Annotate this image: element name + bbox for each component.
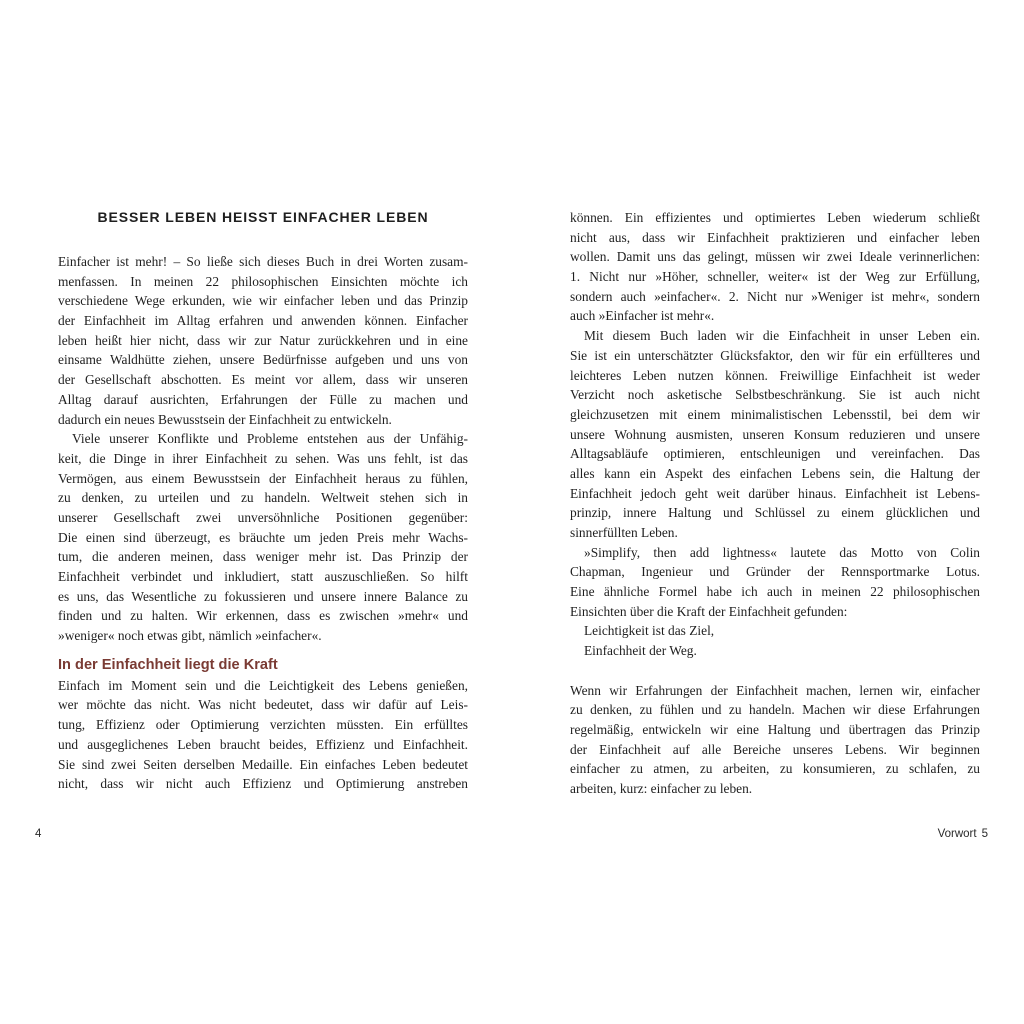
paragraph — [570, 326, 980, 543]
text-line: Mit diesem Buch laden wir die Einfachheit in unser Leben ein. — [584, 328, 980, 344]
text-line: tum, die anderen meinen, dass weniger mehr ist. Das Prinzip der — [58, 549, 468, 565]
text-line: wer möchte das nicht. Was nicht bedeutet, dass wir dafür auf Leis- — [58, 697, 468, 713]
text-line: arbeiten, kurz: einfacher zu leben. — [570, 780, 753, 796]
text-line: alles kann ein Aspekt des einfachen Lebens sein, die Haltung der — [570, 465, 980, 481]
text-line: tung, Effizienz oder Optimierung verzichten müssten. Ein erfülltes — [58, 717, 468, 733]
text-line: »Simplify, then add lightness« lautete das Motto von Colin — [584, 544, 980, 560]
page-number-right: 5 — [981, 828, 988, 840]
text-line: wollen. Damit uns das gelingt, müssen wir zwei Ideale verinnerlichen: — [570, 249, 980, 265]
text-line: sinnerfüllten Leben. — [570, 525, 678, 540]
text-line: dadurch ein neues Bewusstsein der Einfachheit zu entwickeln. — [58, 411, 392, 427]
text-line: können. Ein effizientes und optimiertes Leben wiederum schließt — [570, 210, 980, 225]
text-line: unsere Wohnung ausmisten, unseren Konsum reduzieren und unsere — [570, 426, 980, 442]
text-line: prinzip, innere Haltung und Schlüssel zu einem glücklichen und — [570, 505, 980, 521]
right-page — [512, 0, 1024, 1024]
text-line: zu denken, zu urteilen und zu handeln. Weltweit stehen sich in — [58, 490, 468, 506]
text-line: Chapman, Ingenieur und Gründer der Rennsportmarke Lotus. — [570, 564, 980, 580]
text-line: nicht aus, dass wir Einfachheit praktizieren und einfacher leben — [570, 229, 980, 245]
chapter-title: BESSER LEBEN HEISST EINFACHER LEBEN — [97, 209, 429, 225]
text-line: gleichzusetzen mit einem minimalistischen Lebensstil, bei dem wir — [570, 406, 980, 422]
text-line: einfacher zu atmen, zu arbeiten, zu konsumieren, zu schlafen, zu — [570, 761, 980, 777]
text-line: Vermögen, aus einem Bewusstsein der Einfachheit heraus zu fühlen, — [58, 470, 468, 486]
text-line: Eine ähnliche Formel habe ich auch in meinen 22 philosophischen — [570, 584, 980, 600]
text-line: der Einfachheit im Alltag erfahren und anwenden können. Einfacher — [58, 313, 468, 329]
text-line: Einfach im Moment sein und die Leichtigkeit des Lebens genießen, — [58, 677, 468, 693]
text-line: und ausgeglichenes Leben braucht beides, Effizienz und Einfachheit. — [58, 736, 468, 752]
text-line: Alltagsabläufe optimieren, entschleunigen und vereinfachen. Das — [570, 446, 980, 462]
verse-quote — [570, 621, 980, 660]
verse-line: Einfachheit der Weg. — [584, 643, 697, 659]
text-line: Viele unserer Konflikte und Probleme entstehen aus der Unfähig- — [72, 431, 468, 447]
page-number-left: 4 — [35, 828, 42, 840]
text-line: Einfachheit jedoch geht weit darüber hinaus. Einfachheit ist Lebens- — [570, 485, 980, 501]
text-line: Alltag darauf ausrichten, Erfahrungen der Fülle zu machen und — [58, 391, 468, 407]
running-footer: Vorwort — [937, 828, 977, 840]
text-line: Einsichten über die Kraft der Einfachheit gefunden: — [570, 603, 848, 619]
text-line: leichteres Leben nutzen können. Freiwillige Einfachheit ist weder — [570, 367, 980, 383]
text-line: Sie ist ein unterschätzter Glücksfaktor, den wir für ein erfüllteres und — [570, 347, 980, 363]
section-subheading: In der Einfachheit liegt die Kraft — [58, 656, 278, 673]
paragraph — [570, 681, 980, 799]
text-line: unserer Gesellschaft zwei unversöhnliche Positionen gegenüber: — [58, 509, 468, 525]
paragraph — [58, 676, 468, 794]
paragraph — [570, 208, 980, 326]
text-line: auch »Einfacher ist mehr«. — [570, 308, 715, 324]
text-line: Einfachheit verbindet und inkludiert, statt auszuschließen. So hilft — [58, 569, 468, 584]
paragraph — [570, 543, 980, 622]
paragraph — [58, 429, 468, 646]
verse-line: Leichtigkeit ist das Ziel, — [584, 623, 715, 639]
page-footer-right — [938, 826, 988, 842]
text-line: Einfacher ist mehr! – So ließe sich dieses Buch in drei Worten zusam- — [58, 254, 468, 269]
text-line: Wenn wir Erfahrungen der Einfachheit machen, lernen wir, einfacher — [570, 682, 980, 698]
text-line: »weniger« noch etwas gibt, nämlich »einfacher«. — [58, 628, 322, 644]
text-line: der Einfachheit auf alle Bereiche unseres Lebens. Wir beginnen — [570, 741, 980, 757]
text-line: regelmäßig, entwickeln wir eine Haltung und übertragen das Prinzip — [570, 721, 980, 737]
text-line: zu denken, zu fühlen und zu handeln. Machen wir diese Erfahrungen — [570, 702, 980, 718]
text-line: menfassen. In meinen 22 philosophischen Einsichten möchte ich — [58, 273, 468, 289]
text-line: der Gesellschaft abschotten. Es meint vor allem, dass wir unseren — [58, 372, 468, 388]
text-line: keit, die Dinge in ihrer Einfachheit zu sehen. Was uns fehlt, ist das — [58, 450, 468, 466]
text-line: es uns, das Wesentliche zu fokussieren und unsere innere Balance zu — [58, 588, 468, 604]
right-text-column — [570, 208, 980, 799]
text-line: einsame Waldhütte ziehen, unsere Bedürfnisse aufgeben und uns von — [58, 352, 468, 368]
text-line: Die einen sind überzeugt, es bräuchte um jeden Preis mehr Wachs- — [58, 529, 468, 545]
text-line: sondern auch »einfacher«. 2. Nicht nur »Weniger ist mehr«, sondern — [570, 288, 980, 304]
paragraph-spacer — [570, 661, 980, 681]
text-line: nicht, dass wir nicht auch Effizienz und Optimierung anstreben — [58, 776, 468, 792]
text-line: 1. Nicht nur »Höher, schneller, weiter« ist der Weg zur Erfüllung, — [570, 269, 980, 285]
left-text-column — [58, 203, 468, 794]
text-line: leben heißt hier nicht, dass wir zur Natur zurückkehren und in eine — [58, 332, 468, 348]
paragraph — [58, 252, 468, 429]
text-line: Sie sind zwei Seiten derselben Medaille. Ein einfaches Leben bedeutet — [58, 756, 468, 772]
text-line: Verzicht noch asketische Selbstbeschränkung. Sie ist auch nicht — [570, 387, 980, 403]
text-line: finden und zu halten. Wir erkennen, dass es zwischen »mehr« und — [58, 608, 468, 624]
text-line: verschiedene Wege erkunden, wie wir einfacher leben und das Prinzip — [58, 293, 468, 309]
